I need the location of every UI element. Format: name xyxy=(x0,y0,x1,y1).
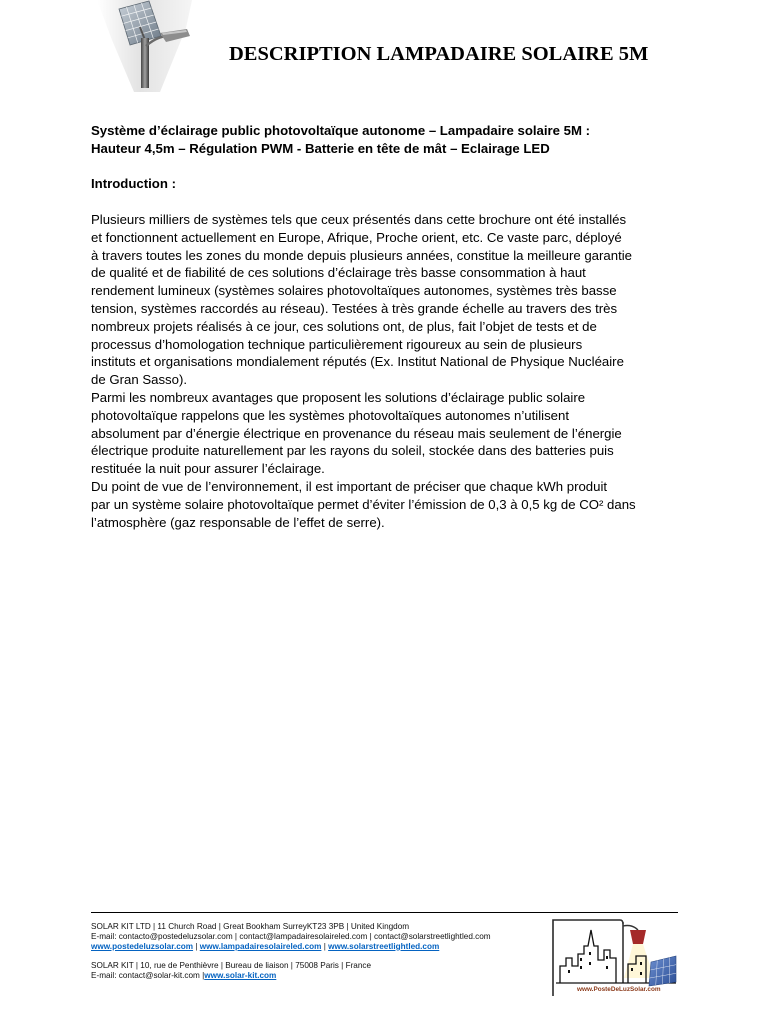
body-line: photovoltaïque rappelons que les systèmes photovoltaïques autonomes n’utilisent xyxy=(91,407,569,423)
body-line: et fonctionnent actuellement en Europe, Afrique, Proche orient, etc. Ce vaste parc, déployé xyxy=(91,229,622,245)
link-separator: | xyxy=(193,941,200,951)
footer-fr-email: E-mail: contact@solar-kit.com | xyxy=(91,970,205,980)
footer-links-line xyxy=(91,942,491,952)
body-line: instituts et organisations mondialement réputés (Ex. Institut National de Physique Nucléaire xyxy=(91,354,624,370)
link-solarstreetlightled[interactable]: www.solarstreetlightled.com xyxy=(328,941,440,951)
solar-street-lamp-icon xyxy=(0,0,200,96)
blank-line xyxy=(91,158,636,176)
link-lampadairesolaireled[interactable]: www.lampadairesolaireled.com xyxy=(199,941,322,951)
footer-fr-address: SOLAR KIT | 10, rue de Penthièvre | Bureau de liaison | 75008 Paris | France xyxy=(91,961,372,971)
body-line: par un système solaire photovoltaïque permet d’éviter l’émission de 0,3 à 0,5 kg de CO² dans xyxy=(91,496,636,512)
summary-line: Système d’éclairage public photovoltaïque autonome – Lampadaire solaire 5M : xyxy=(91,123,591,138)
footer-divider xyxy=(91,912,678,913)
body-line: électrique produite naturellement par les rayons du soleil, stockée dans des batteries puis xyxy=(91,443,614,459)
body-line: Du point de vue de l’environnement, il est important de préciser que chaque kWh produit xyxy=(91,478,608,494)
logo-lamp-shade xyxy=(630,930,646,944)
document-body xyxy=(91,122,636,531)
body-line: absolument par d’énergie électrique en provenance du réseau mais seulement de l’énergie xyxy=(91,425,622,441)
body-line: restituée la nuit pour assurer l’éclairage. xyxy=(91,461,325,477)
link-separator: | xyxy=(321,941,329,951)
body-line: l’atmosphère (gaz responsable de l’effet de serre). xyxy=(91,514,385,530)
footer-uk-email: E-mail: contacto@postedeluzsolar.com | contact@lampadairesolaireled.com | contact@solarstreetlightled.com xyxy=(91,931,491,941)
introduction-heading: Introduction : xyxy=(91,176,176,192)
footer-uk-address: SOLAR KIT LTD | 11 Church Road | Great Bookham SurreyKT23 3PB | United Kingdom xyxy=(91,922,410,931)
blank-line xyxy=(91,951,491,961)
logo-text: www.PosteDeLuzSolar.com xyxy=(577,986,661,993)
body-line: Parmi les nombreux avantages que proposent les solutions d’éclairage public solaire xyxy=(91,389,586,405)
postedeluzsolar-logo xyxy=(550,914,680,1000)
link-postedeluzsolar[interactable]: www.postedeluzsolar.com xyxy=(91,941,194,951)
blank-line xyxy=(91,193,636,211)
body-line: nombreux projets réalisés à ce jour, ces solutions ont, de plus, fait l’objet de tests et de xyxy=(91,318,597,334)
footer-contact xyxy=(91,922,491,981)
summary-line: Hauteur 4,5m – Régulation PWM - Batterie en tête de mât – Eclairage LED xyxy=(91,140,550,156)
body-line: tension, systèmes raccordés au réseau). Testées à très grande échelle au travers des très xyxy=(91,300,618,316)
link-solar-kit[interactable]: www.solar-kit.com xyxy=(204,970,277,980)
body-line: rendement lumineux (systèmes solaires photovoltaïques autonomes, systèmes très basse xyxy=(91,283,617,299)
body-line: de Gran Sasso). xyxy=(91,372,188,388)
body-line: à travers toutes les zones du monde depuis plusieurs années, constitue la meilleure garantie xyxy=(91,247,633,263)
body-line: Plusieurs milliers de systèmes tels que ceux présentés dans cette brochure ont été installés xyxy=(91,211,627,227)
body-line: processus d’homologation technique particulièrement rigoureux au sein de plusieurs xyxy=(91,336,583,352)
footer-fr-email-line xyxy=(91,971,491,981)
page-title: DESCRIPTION LAMPADAIRE SOLAIRE 5M xyxy=(229,43,649,65)
body-line: de qualité et de fiabilité de ces solutions d’éclairage très basse consommation à haut xyxy=(91,265,586,281)
